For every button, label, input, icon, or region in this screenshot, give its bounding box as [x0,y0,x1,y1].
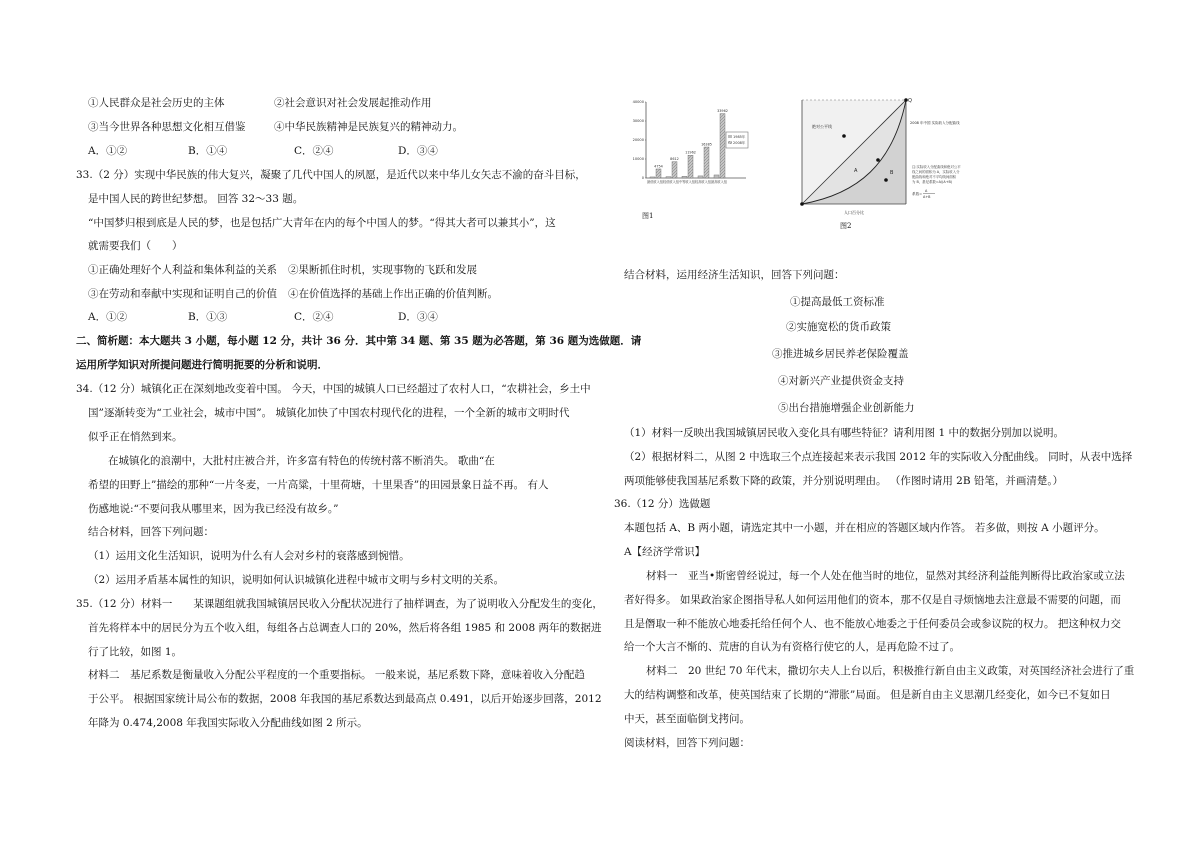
q33-option-2: ②果断抓住时机，实现事物的飞跃和发展 [288,264,477,276]
figure-1-svg [622,96,774,226]
fig2-x-axis-label: 人口百分比 [844,210,864,215]
fig1-bar-1985-2 [666,177,671,178]
q35-sub-question-2-cont: 两项能够使我国基尼系数下降的政策，并分别说明理由。 （作图时请用 2B 铅笔，并画清楚。） [624,475,1064,487]
fig2-actual-curve-label: 2008 年中国 实际收入分配曲线 [910,121,960,125]
fig2-absolute-line-label: 绝对公平线 [812,124,832,129]
q36-title: 36.（12 分）选做题 [614,498,711,510]
policy-4: ④对新兴产业提供资金支持 [778,375,904,387]
material-2-line-3: 中天，甚至面临倒戈拷问。 [624,713,750,725]
q32-option-4: ④中华民族精神是民族复兴的精神动力。 [274,121,463,133]
fig1-category-label-3: 中等收入组 [679,180,695,184]
fig1-bar-1985-4 [698,176,703,178]
q32-option-2: ②社会意识对社会发展起推动作用 [274,97,432,109]
fig2-point-2 [876,158,880,162]
fig1-bar-2008-3 [688,155,693,178]
fig1-y-tick-label: 10000 [632,157,644,162]
fig1-bar-1985-5 [714,175,719,178]
fig1-legend-swatch-2008 [728,141,732,144]
q35-line-4: 材料二 基尼系数是衡量收入分配公平程度的一个重要指标。 一般来说，基尼系数下降，意味着收入分配趋 [88,669,585,681]
material-1-line-3: 且是僭取一种不能放心地委托给任何个人、也不能放心地委之于任何委员会或参议院的权力。 把这种权力交 [624,618,1121,630]
q35-line-6: 年降为 0.474,2008 年我国实际收入分配曲线如图 2 所示。 [88,717,368,729]
fig2-point-3 [884,178,888,182]
q34-sub-question-1: （1）运用文化生活知识，说明为什么有人会对乡村的衰落感到惋惜。 [88,550,410,562]
material-1-line-2: 者好得多。 如果政治家企图指导私人如何运用他们的资本，那不仅是自寻烦恼地去注意最不需要的问题，而 [624,594,1121,606]
fig1-bar-2008-1 [656,169,661,178]
q34-line-6: 伤感地说:“不要问我从哪里来，因为我已经没有故乡。” [88,503,339,515]
q34-line-1: 34.（12 分）城镇化正在深刻地改变着中国。 今天，中国的城镇人口已经超过了农村人口，“农耕社会，乡土中 [76,383,591,395]
fig2-origin-point [800,202,804,206]
q32-option-1: ①人民群众是社会历史的主体 [88,97,225,109]
fig1-category-label-1: 最低收入组 [647,180,663,184]
fig1-bar-2008-2 [672,162,677,178]
figure-1-caption: 图1 [642,212,654,220]
fig1-category-label-5: 最高收入组 [711,180,727,184]
q35-line-5: 于公平。 根据国家统计局公布的数据，2008 年我国的基尼系数达到最高点 0.491，以后开始逐步回落，2012 [88,693,602,705]
fig2-note-line-3: 配曲线和绝对不平均线间面积 [912,175,957,179]
q33-stem-line-1: 33.（2 分）实现中华民族的伟大复兴，凝聚了几代中国人的夙愿，是近代以来中华儿女矢志不渝的奋斗目标， [76,169,586,181]
q33-option-3: ③在劳动和奉献中实现和证明自己的价值 [88,288,277,300]
fig1-y-tick-label: 20000 [632,138,644,143]
q36-intro: 本题包括 A、B 两小题，请选定其中一小题，并在相应的答题区域内作答。 若多做，则按 A 小题评分。 [624,522,1105,534]
q32-choice-d: D．③④ [398,145,438,157]
fig2-point-1 [842,134,846,138]
policy-3: ③推进城乡居民养老保险覆盖 [772,348,909,360]
q33-choice-a: A．①② [88,311,128,323]
q34-line-4: 在城镇化的浪潮中，大批村庄被合并，许多富有特色的传统村落不断消失。 歌曲“在 [108,455,495,467]
q33-quote-line-2: 就需要我们（ ） [88,240,183,252]
q35-sub-question-1: （1）材料一反映出我国城镇居民收入变化具有哪些特征？请利用图 1 中的数据分别加以说明。 [624,427,1065,439]
q36-a-title: A【经济学常识】 [624,546,706,558]
fig1-bar-2008-5 [720,114,725,178]
fig2-note-line-2: 线之间的面积为 A，实际收入分 [912,170,960,174]
section-2-heading: 二、简析题：本大题共 3 小题，每小题 12 分，共计 36 分．其中第 34 题、第 35 题为必答题，第 36 题为选做题．请 [76,335,642,347]
fig2-q-label: Q [908,98,912,104]
fig1-bar-1985-3 [682,176,687,178]
q35-sub-question-2: （2）根据材料二，从图 2 中选取三个点连接起来表示我国 2012 年的实际收入分配曲线。 同时，从表中选择 [624,451,1133,463]
fig1-legend-1985: 1985年 [733,135,746,139]
q34-line-3: 似乎正在悄然到来。 [88,431,183,443]
policy-5: ⑤出台措施增强企业创新能力 [778,402,915,414]
fig1-data-label-4: 16385 [701,142,712,147]
fig1-data-label-5: 33962 [717,109,728,114]
q32-option-3: ③当今世界各种思想文化相互借鉴 [88,121,246,133]
fig2-gini-denominator: A+B [923,195,931,199]
fig1-y-tick-label: 0 [641,176,644,181]
q33-choice-d: D．③④ [398,311,438,323]
fig1-data-label-1: 4754 [654,164,663,169]
q34-line-5: 希望的田野上”描绘的那种“一片冬麦，一片高粱，十里荷塘，十里果香”的田园景象日益不再。 有人 [88,479,549,491]
policy-2: ②实施宽松的货币政策 [786,321,891,333]
material-2-line-1: 材料二 20 世纪 70 年代末，撒切尔夫人上台以后，积极推行新自由主义政策，对英国经济社会进行了重 [646,665,1135,677]
fig1-y-tick-label: 30000 [632,119,644,124]
figure-2-lorenz-curve [788,94,1032,234]
q32-choice-b: B．①④ [188,145,228,157]
fig2-note-line-1: 注:实际收入分配曲线和绝对公平 [912,165,961,169]
fig2-b-label: B [890,170,894,176]
fig1-data-label-2: 8612 [670,157,679,162]
figure-2-svg [788,94,1032,234]
fig1-data-label-3: 11962 [685,150,696,155]
q34-prompt: 结合材料，回答下列问题： [88,526,214,538]
q35-line-3: 行了比较，如图 1。 [88,646,183,658]
material-2-line-2: 大的结构调整和改革，使英国结束了长期的“滞胀”局面。 但是新自由主义思潮几经变化，如今已不复如日 [624,689,1111,701]
fig2-note-line-4: 为 B，基尼系数=A/(A+B) [912,180,953,184]
fig1-category-label-2: 较低收入组 [663,180,679,184]
figure-2-caption: 图2 [840,222,852,230]
fig2-gini-label: 系数= [912,192,923,196]
fig1-legend-2008: 2008年 [733,141,746,145]
q33-choice-b: B．①③ [188,311,228,323]
q35-line-2: 首先将样本中的居民分为五个收入组，每组各占总调查人口的 20%，然后将各组 1985 和 2008 两年的数据进 [88,622,602,634]
q32-choice-a: A．①② [88,145,128,157]
q32-choice-c: C．②④ [294,145,334,157]
fig1-bar-2008-4 [704,147,709,178]
q34-line-2: 国”逐渐转变为“工业社会，城市中国”。 城镇化加快了中国农村现代化的进程，一个全新的城市文明时代 [88,407,570,419]
fig2-a-label: A [854,168,858,174]
fig1-legend-swatch-1985 [728,135,732,138]
fig1-bar-1985-1 [650,177,655,178]
q33-choice-c: C．②④ [294,311,334,323]
material-1-line-4: 给一个大言不惭的、荒唐的自认为有资格行使它的人，是再危险不过了。 [624,641,960,653]
section-2-heading-cont: 运用所学知识对所提问题进行简明扼要的分析和说明． [76,359,328,371]
fig1-category-label-4: 较高收入组 [695,180,711,184]
fig2-gini-numerator: A [925,189,928,193]
q35-line-1: 35.（12 分）材料一 某课题组就我国城镇居民收入分配状况进行了抽样调查，为了说明收入分配发生的变化， [76,598,603,610]
figure-1-bar-chart [622,96,774,226]
q33-option-1: ①正确处理好个人利益和集体利益的关系 [88,264,277,276]
policy-1: ①提高最低工资标准 [790,296,885,308]
q34-sub-question-2: （2）运用矛盾基本属性的知识，说明如何认识城镇化进程中城市文明与乡村文明的关系。 [88,574,505,586]
read-prompt: 阅读材料，回答下列问题： [624,737,750,749]
q33-quote-line-1: “中国梦归根到底是人民的梦，也是包括广大青年在内的每个中国人的梦。“得其大者可以兼其小”，这 [88,217,556,229]
q35-prompt: 结合材料，运用经济生活知识，回答下列问题： [624,269,845,281]
q33-stem-line-2: 是中国人民的跨世纪梦想。 回答 32～33 题。 [88,193,304,205]
material-1-line-1: 材料一 亚当•斯密曾经说过，每一个人处在他当时的地位，显然对其经济利益能判断得比政治家或立法 [646,570,1125,582]
fig1-y-tick-label: 40000 [632,100,644,105]
q33-option-4: ④在价值选择的基础上作出正确的价值判断。 [288,288,498,300]
